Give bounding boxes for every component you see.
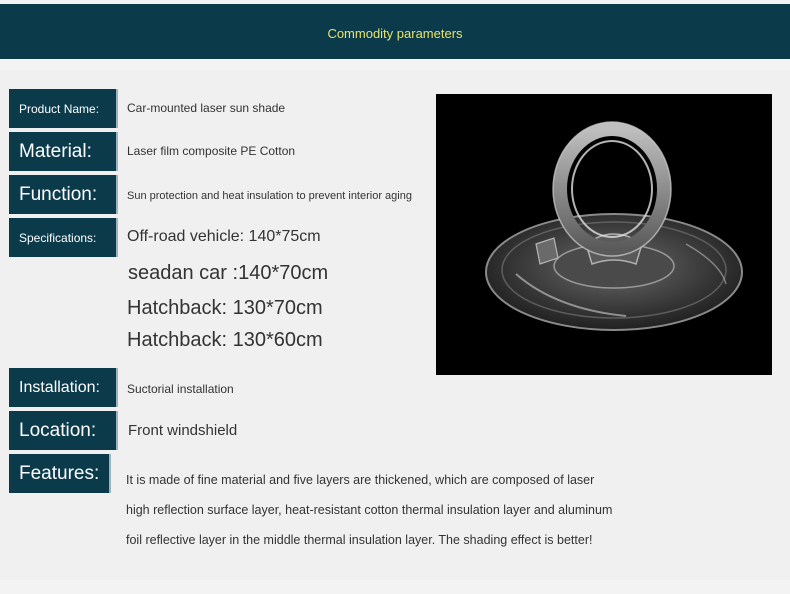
material-label: Material: xyxy=(9,132,118,171)
function-value: Sun protection and heat insulation to prevent interior aging xyxy=(127,190,412,202)
location-label: Location: xyxy=(9,411,118,450)
function-label: Function: xyxy=(9,175,118,214)
material-value: Laser film composite PE Cotton xyxy=(127,144,296,158)
features-text xyxy=(126,465,646,555)
features-label: Features: xyxy=(9,454,111,493)
suction-cup-icon xyxy=(436,94,772,375)
features-line: It is made of fine material and five layers are thickened, which are composed of laser xyxy=(126,473,595,487)
spec-hatchback-2: Hatchback: 130*60cm xyxy=(127,329,323,351)
installation-value: Suctorial installation xyxy=(127,382,234,396)
product-image xyxy=(436,94,772,375)
installation-label: Installation: xyxy=(9,368,118,407)
spec-sedan: seadan car :140*70cm xyxy=(128,262,329,284)
header-banner xyxy=(0,4,790,59)
features-line: high reflection surface layer, heat-resistant cotton thermal insulation layer and aluminum xyxy=(126,503,613,517)
product-name-label: Product Name: xyxy=(9,89,118,128)
product-name-value: Car-mounted laser sun shade xyxy=(127,101,286,115)
location-value: Front windshield xyxy=(128,422,238,439)
specifications-label: Specifications: xyxy=(9,218,118,257)
features-line: foil reflective layer in the middle thermal insulation layer. The shading effect is better! xyxy=(126,533,593,547)
spec-hatchback-1: Hatchback: 130*70cm xyxy=(127,297,323,319)
page-title: Commodity parameters xyxy=(327,26,463,41)
spec-offroad: Off-road vehicle: 140*75cm xyxy=(127,228,321,245)
